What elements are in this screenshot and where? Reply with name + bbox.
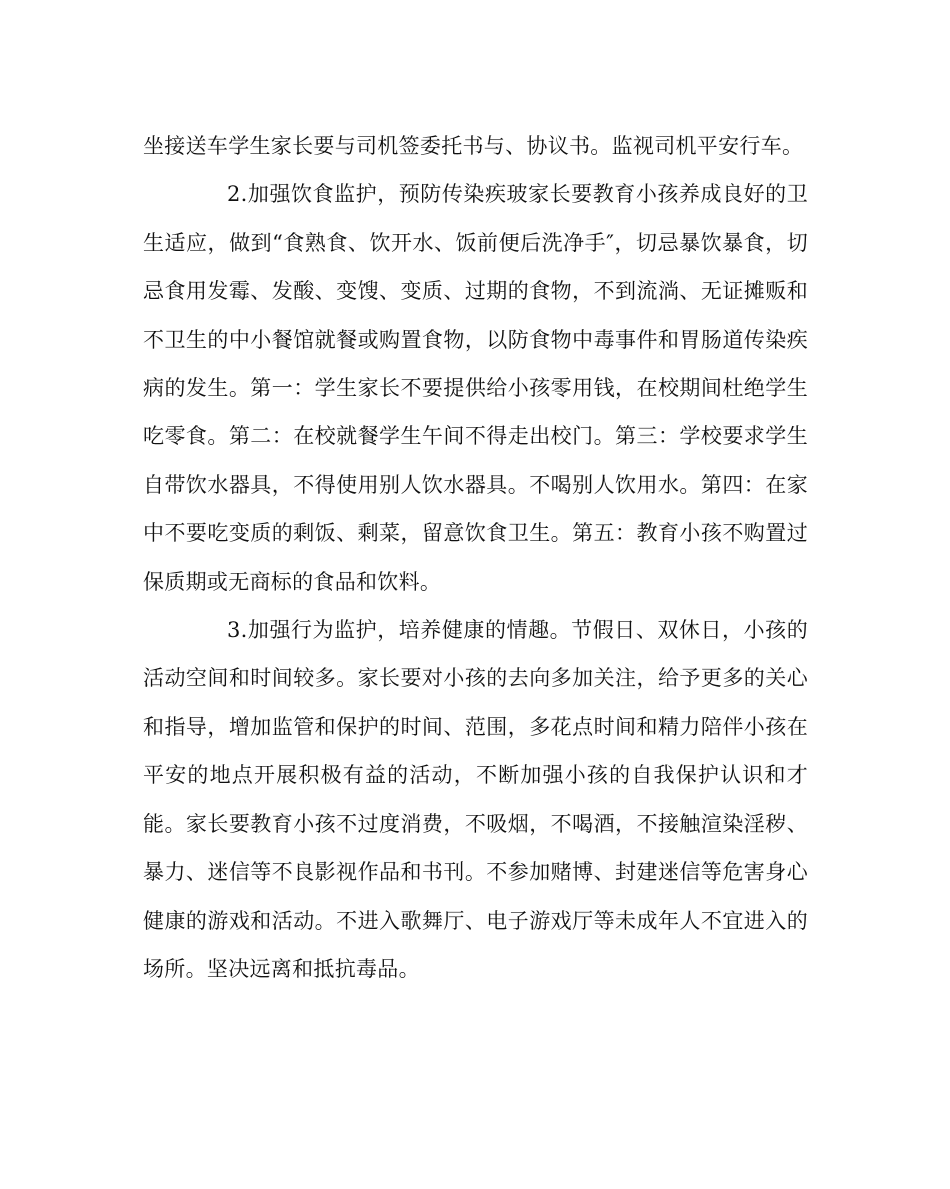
paragraph-behavior-supervision: 3.加强行为监护，培养健康的情趣。节假日、双休日，小孩的活动空间和时间较多。家长要对小孩的去向多加关注，给予更多的关心和指导，增加监管和保护的时间、范围，多花点时间和精力陪伴小孩在平安的地点开展积极有益的活动，不断加强小孩的自我保护认识和才能。家长要教育小孩不过度消费，不吸烟，不喝酒，不接触渲染淫秽、暴力、迷信等不良影视作品和书刊。不参加赌博、封建迷信等危害身心健康的游戏和活动。不进入歌舞厅、电子游戏厅等未成年人不宜进入的场所。坚决远离和抵抗毒品。: [143, 618, 808, 981]
paragraph-continuation: 坐接送车学生家长要与司机签委托书与、协议书。监视司机平安行车。: [143, 134, 804, 158]
document-body: [143, 122, 808, 993]
paragraph-diet-supervision: 2.加强饮食监护，预防传染疾玻家长要教育小孩养成良好的卫生适应，做到“食熟食、饮开水、饭前便后洗净手″，切忌暴饮暴食，切忌食用发霉、发酸、变馊、变质、过期的食物，不到流淌、无证摊贩和不卫生的中小餐馆就餐或购置食物，以防食物中毒事件和胃肠道传染疾病的发生。第一：学生家长不要提供给小孩零用钱，在校期间杜绝学生吃零食。第二：在校就餐学生午间不得走出校门。第三：学校要求学生自带饮水器具，不得使用别人饮水器具。不喝别人饮用水。第四：在家中不要吃变质的剩饭、剩菜，留意饮食卫生。第五：教育小孩不购置过保质期或无商标的食品和饮料。: [143, 182, 808, 594]
